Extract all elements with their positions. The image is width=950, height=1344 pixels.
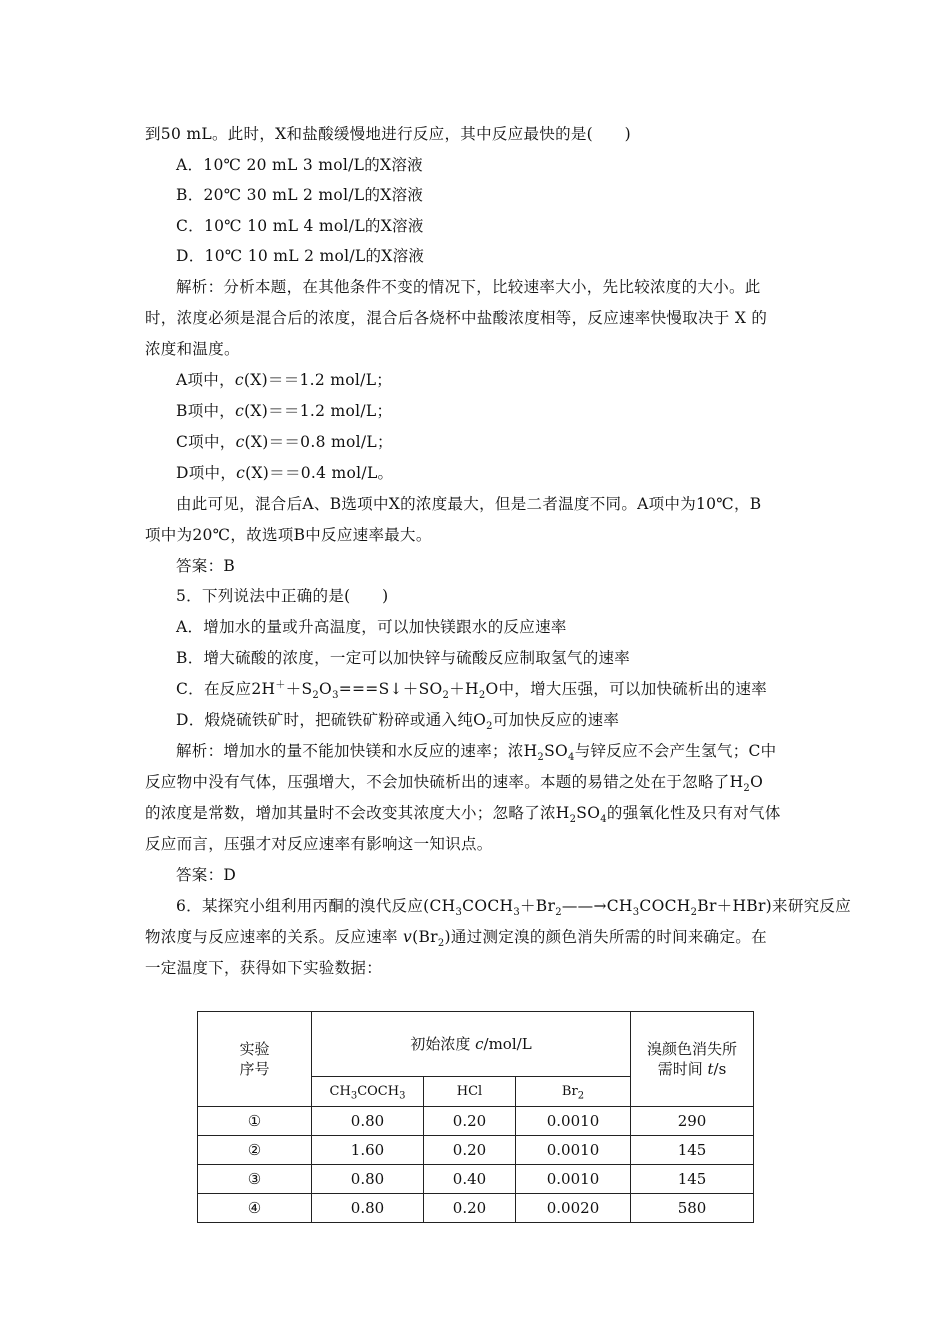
cell-acetone: 0.80 xyxy=(312,1107,424,1136)
table-row xyxy=(198,1165,754,1194)
q4-stem-tail: 到50 mL。此时，X和盐酸缓慢地进行反应，其中反应最快的是( ) xyxy=(145,125,631,143)
cell-time: 145 xyxy=(631,1165,754,1194)
table-row xyxy=(198,1107,754,1136)
q5-stem: 5．下列说法中正确的是( ) xyxy=(176,587,389,605)
cell-hcl: 0.20 xyxy=(424,1194,516,1223)
q4-option-d: D．10℃ 10 mL 2 mol/L的X溶液 xyxy=(176,247,425,265)
cell-hcl: 0.20 xyxy=(424,1136,516,1165)
q6-stem-line: 物浓度与反应速率的关系。反应速率 $v(Br_2)$通过测定溴的颜色消失所需的时间来确定。在 xyxy=(145,928,767,950)
q4-analysis-line: 时，浓度必须是混合后的浓度，混合后各烧杯中盐酸浓度相等，反应速率快慢取决于 X 的 xyxy=(145,309,768,327)
q5-option-c: C．在反应$2H^++S_2O_3===S↓+SO_2+H_2O$中，增大压强，可以加快硫析出的速率 xyxy=(176,679,768,702)
cell-id: ② xyxy=(198,1136,312,1165)
q4-option-a: A．10℃ 20 mL 3 mol/L的X溶液 xyxy=(176,156,423,174)
q4-calc-d: D项中，c(X)＝＝0.4 mol/L。 xyxy=(176,464,394,482)
cell-acetone: 0.80 xyxy=(312,1165,424,1194)
header-initial-concentration: 初始浓度 c/mol/L xyxy=(312,1012,631,1077)
cell-acetone: 1.60 xyxy=(312,1136,424,1165)
header-fade-time: 溴颜色消失所 需时间 t/s xyxy=(631,1012,754,1107)
table-row xyxy=(198,1136,754,1165)
table-row xyxy=(198,1194,754,1223)
cell-id: ① xyxy=(198,1107,312,1136)
header-experiment-number: 实验 序号 xyxy=(198,1012,312,1107)
q4-conclusion-line: 项中为20℃，故选项B中反应速率最大。 xyxy=(145,526,432,544)
cell-time: 145 xyxy=(631,1136,754,1165)
cell-time: 290 xyxy=(631,1107,754,1136)
q5-option-b: B．增大硫酸的浓度，一定可以加快锌与硫酸反应制取氢气的速率 xyxy=(176,649,631,667)
q5-option-d: D．煅烧硫铁矿时，把硫铁矿粉碎或通入纯$O_2$可加快反应的速率 xyxy=(176,711,620,733)
q6-stem-line: 6．某探究小组利用丙酮的溴代反应$(CH_3COCH_3+Br_2——\to CH_3COCH_2Br+HBr)$来研究反应 xyxy=(176,897,852,919)
cell-time: 580 xyxy=(631,1194,754,1223)
q5-analysis-line: 反应物中没有气体，压强增大，不会加快硫析出的速率。本题的易错之处在于忽略了$H_2O$ xyxy=(145,773,764,795)
q5-analysis-line: 解析：增加水的量不能加快镁和水反应的速率；浓$H_2SO_4$与锌反应不会产生氢气；C中 xyxy=(176,742,777,764)
experiment-table xyxy=(197,1011,754,1223)
q4-calc-c: C项中，c(X)＝＝0.8 mol/L； xyxy=(176,433,393,451)
cell-br2: 0.0010 xyxy=(516,1136,631,1165)
q5-analysis-line: 的浓度是常数，增加其量时不会改变其浓度大小；忽略了浓$H_2SO_4$的强氧化性及只有对气体 xyxy=(145,804,781,826)
header-acetone: $CH_3COCH_3$ xyxy=(312,1077,424,1107)
cell-id: ③ xyxy=(198,1165,312,1194)
cell-acetone: 0.80 xyxy=(312,1194,424,1223)
q4-option-c: C．10℃ 10 mL 4 mol/L的X溶液 xyxy=(176,217,424,235)
header-br2: $Br_2$ xyxy=(516,1077,631,1107)
cell-id: ④ xyxy=(198,1194,312,1223)
q4-conclusion-line: 由此可见，混合后A、B选项中X的浓度最大，但是二者温度不同。A项中为10℃，B xyxy=(176,495,762,513)
q6-stem-line: 一定温度下，获得如下实验数据： xyxy=(145,959,383,977)
cell-hcl: 0.40 xyxy=(424,1165,516,1194)
q5-answer: 答案：D xyxy=(176,866,237,884)
q4-answer: 答案：B xyxy=(176,557,236,575)
q4-analysis-line: 浓度和温度。 xyxy=(145,340,240,358)
q5-analysis-line: 反应而言，压强才对反应速率有影响这一知识点。 xyxy=(145,835,493,853)
cell-br2: 0.0010 xyxy=(516,1107,631,1136)
q5-option-a: A．增加水的量或升高温度，可以加快镁跟水的反应速率 xyxy=(176,618,567,636)
header-hcl: HCl xyxy=(424,1077,516,1107)
q4-calc-b: B项中，c(X)＝＝1.2 mol/L； xyxy=(176,402,393,420)
cell-br2: 0.0020 xyxy=(516,1194,631,1223)
q4-analysis-line: 解析：分析本题，在其他条件不变的情况下，比较速率大小，先比较浓度的大小。此 xyxy=(176,278,761,296)
q4-calc-a: A项中，c(X)＝＝1.2 mol/L； xyxy=(176,371,393,389)
q4-option-b: B．20℃ 30 mL 2 mol/L的X溶液 xyxy=(176,186,424,204)
cell-br2: 0.0010 xyxy=(516,1165,631,1194)
cell-hcl: 0.20 xyxy=(424,1107,516,1136)
